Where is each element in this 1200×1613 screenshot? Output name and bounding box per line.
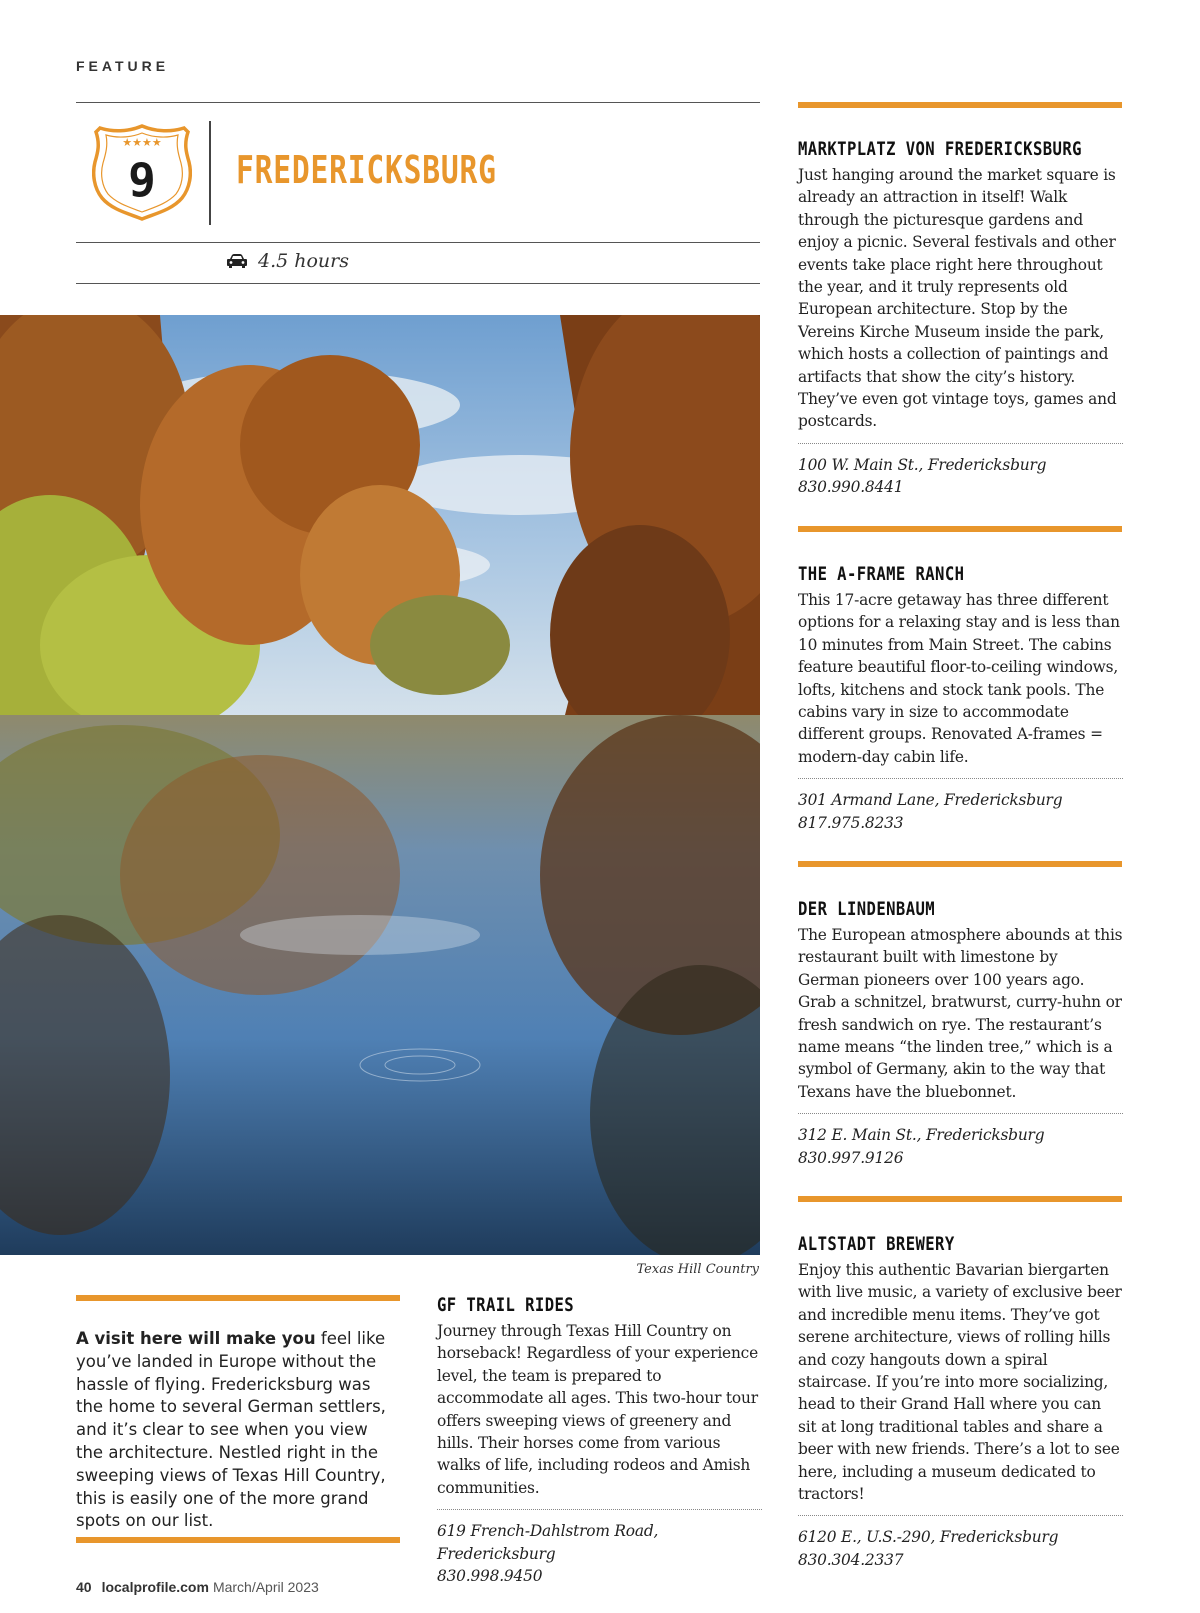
car-icon	[226, 253, 248, 269]
listing-body: The European atmosphere abounds at this restaurant built with limestone by German pioneers over 100 years ago. Grab a schnitzel, bratwurst, curry-huhn or fresh sandwich on rye. The restaurant’s name means “the linden tree,” which is a symbol of Germany, akin to the way that Texans have the bluebonnet.	[798, 926, 1123, 1101]
listing-altstadt-brewery	[798, 1233, 1123, 1571]
listing-title: DER LINDENBAUM	[798, 898, 936, 920]
page-footer	[76, 1579, 319, 1595]
listing-phone: 830.998.9450	[437, 1567, 543, 1586]
page-number: 40	[76, 1579, 92, 1595]
listing-der-lindenbaum	[798, 898, 1123, 1169]
listing-body: Journey through Texas Hill Country on horseback! Regardless of your experience level, the team is prepared to accommodate all ages. This two-hour tour offers sweeping views of greenery and hills. Their horses come from various walks of life, including rodeos and Amish communities.	[437, 1322, 758, 1497]
listing-bar-1	[798, 102, 1122, 108]
site-link[interactable]: localprofile.com	[101, 1579, 209, 1595]
intro-bottom-bar	[76, 1537, 400, 1543]
page-title: FREDERICKSBURG	[236, 148, 497, 192]
drive-time	[226, 250, 349, 272]
listing-title: MARKTPLATZ VON FREDERICKSBURG	[798, 138, 1082, 160]
dotted-divider	[798, 443, 1123, 444]
route-number: 9	[128, 153, 156, 207]
listing-phone: 830.304.2337	[798, 1550, 904, 1569]
listing-title: GF TRAIL RIDES	[437, 1294, 575, 1316]
photo-caption: Texas Hill Country	[636, 1262, 759, 1277]
listing-phone: 830.990.8441	[798, 478, 904, 497]
issue-date: March/April 2023	[212, 1579, 319, 1595]
intro-top-bar	[76, 1295, 400, 1301]
listing-bar-2	[798, 526, 1122, 532]
header-top-rule	[76, 102, 760, 103]
listing-body: This 17-acre getaway has three different options for a relaxing stay and is less than 10 minutes from Main Street. The cabins feature beautiful floor-to-ceiling windows, lofts, kitchens and stock tank pools. The cabins vary in size to accommodate different groups. Renovated A-frames = modern-day cabin life.	[798, 591, 1120, 766]
listing-phone: 830.997.9126	[798, 1148, 904, 1167]
dotted-divider	[798, 778, 1123, 779]
intro-text: feel like you’ve landed in Europe without the hassle of flying. Fredericksburg was the home to several German settlers, and it’s clear to see when you view the architecture. Nestled right in the sweeping views of Texas Hill Country, this is easily one of the more grand spots on our list.	[76, 1329, 386, 1531]
listing-address: 619 French-Dahlstrom Road, Fredericksburg	[437, 1522, 659, 1563]
section-label: FEATURE	[76, 58, 170, 74]
svg-text:★★★★: ★★★★	[122, 136, 162, 149]
listing-title: ALTSTADT BREWERY	[798, 1233, 955, 1255]
drive-time-label: 4.5 hours	[258, 250, 350, 272]
listing-body: Enjoy this authentic Bavarian biergarten with live music, a variety of exclusive beer and incredible menu items. They’ve got serene architecture, views of rolling hills and cozy hangouts down a spiral staircase. If you’re into more socializing, head to their Grand Hall where you can sit at long traditional tables and share a beer with new friends. There’s a lot to see here, including a museum dedicated to tractors!	[798, 1261, 1122, 1504]
landscape-photo	[0, 315, 760, 1255]
listing-address: 312 E. Main St., Fredericksburg	[798, 1126, 1045, 1145]
listing-gf-trail-rides	[437, 1294, 762, 1587]
drive-bottom-rule	[76, 283, 760, 284]
drive-top-rule	[76, 242, 760, 243]
listing-a-frame-ranch	[798, 563, 1123, 834]
intro-lead: A visit here will make you	[76, 1329, 316, 1348]
listing-address: 100 W. Main St., Fredericksburg	[798, 455, 1047, 474]
listing-bar-4	[798, 1196, 1122, 1202]
dotted-divider	[798, 1515, 1123, 1516]
dotted-divider	[798, 1113, 1123, 1114]
listing-address: 6120 E., U.S.-290, Fredericksburg	[798, 1528, 1059, 1547]
intro-paragraph	[76, 1328, 396, 1533]
header-divider	[209, 121, 211, 225]
listing-title: THE A-FRAME RANCH	[798, 563, 965, 585]
listing-address: 301 Armand Lane, Fredericksburg	[798, 791, 1063, 810]
listing-phone: 817.975.8233	[798, 813, 904, 832]
listing-body: Just hanging around the market square is already an attraction in itself! Walk through the picturesque gardens and enjoy a picnic. Several festivals and other events take place right here throughout the year, and it truly represents old European architecture. Stop by the Vereins Kirche Museum inside the park, which hosts a collection of paintings and artifacts that show the city’s history. They’ve even got vintage toys, games and postcards.	[798, 166, 1117, 431]
listing-bar-3	[798, 861, 1122, 867]
route-shield-icon	[92, 122, 192, 222]
listing-marktplatz	[798, 138, 1123, 499]
dotted-divider	[437, 1509, 762, 1510]
